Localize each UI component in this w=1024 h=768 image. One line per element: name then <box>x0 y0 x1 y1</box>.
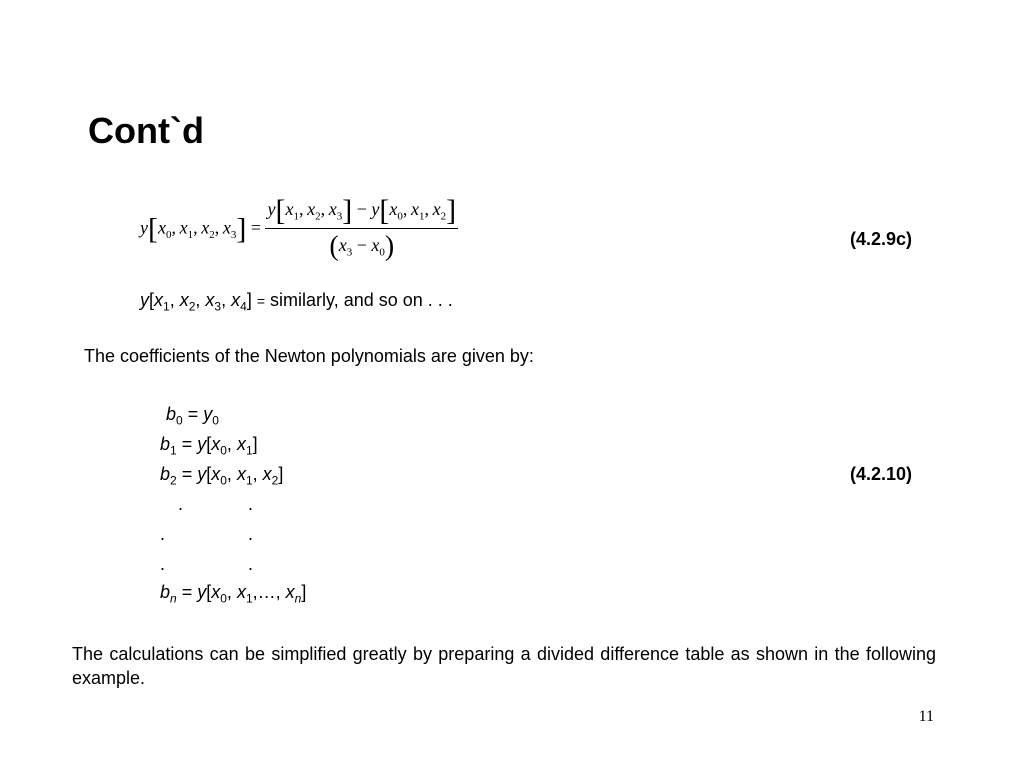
dot: . <box>248 554 254 574</box>
equation-number-4-2-9c: (4.2.9c) <box>850 229 913 249</box>
dot: . <box>248 494 254 514</box>
equation-number-4-2-10: (4.2.10) <box>850 464 913 484</box>
page-title: Cont`d <box>88 110 204 151</box>
similarly-text: similarly, and so on . . . <box>270 290 453 310</box>
closing-paragraph: The calculations can be simplified greatly by preparing a divided difference table as shown in the following example. <box>72 644 936 688</box>
coef-bn: $b_n = y[x_0$, $x_1,\dots$, $x_n$] <box>160 582 307 606</box>
page-number: 11 <box>918 708 934 725</box>
coefficients-intro: The coefficients of the Newton polynomials are given by: <box>84 346 534 366</box>
equation-y-x1-x4: $y[x_1$, $x_2$, $x_3$, $x_4$] = similarly, and so on . . . <box>140 290 453 314</box>
coef-b2: $b_2 = y[x_0$, $x_1$, $x_2$] <box>160 464 284 488</box>
dot: . <box>160 524 166 544</box>
dot: . <box>248 524 254 544</box>
coef-b1: $b_1 = y[x_0$, $x_1$] <box>160 434 258 458</box>
equation-4-2-9c: $y[x_0$, $x_1$, $x_2$, $x_3$] = $\frac{y[x_1, x_2, x_3] - y[x_0, x_1, x_2]}{(x_3 - x_0)}$ <box>140 194 457 262</box>
dot: . <box>178 494 184 514</box>
coef-b0: $b_0 = y_0$ <box>166 404 219 428</box>
dot: . <box>160 554 166 574</box>
